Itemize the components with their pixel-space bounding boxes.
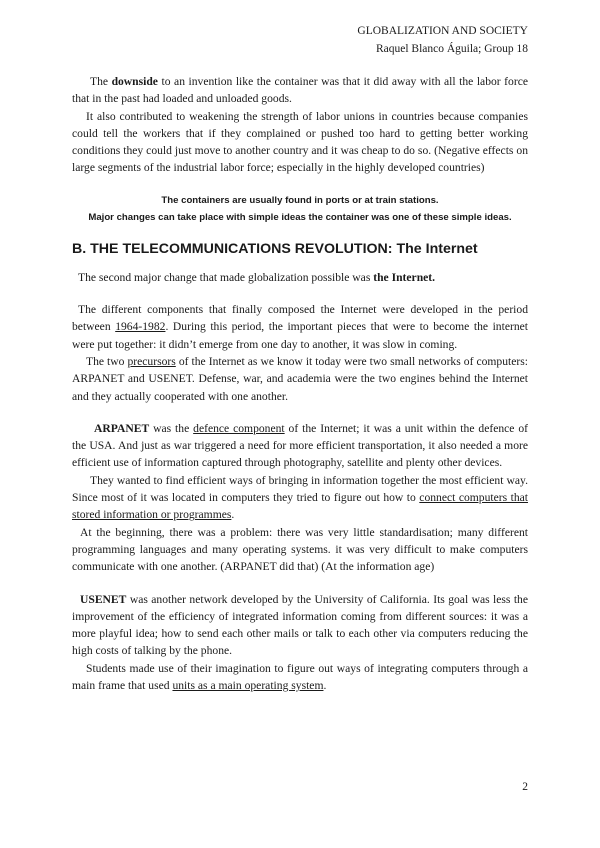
text: of the Internet; it was a unit within the defence of the USA. And just as war triggered a need for more efficient transportation, it also needed a more efficient use of information captured through photography, satellite and plenty other devices. [72,421,529,470]
text: The two [86,354,128,368]
bold-term-usenet: USENET [80,592,127,606]
text: . During this period, the important pieces that were to become the internet were put together: it didn’t emerge from one day to another, it was slow in coming. [72,320,528,351]
text: The different components that finally composed the Internet were developed in the period between [72,303,528,334]
paragraph-labor-unions: It also contributed to weakening the strength of labor unions in countries because companies could tell the workers that if they complained or pushed too hard to getting better working conditions they could just move to another country and it was cheap to do so. (Negative effects on large segments of the industrial labor force; especially in the highly developed countries) [72,109,528,175]
text: was the [149,421,194,435]
paragraph-components [72,301,528,353]
note-line: The containers are usually found in ports or at train stations. [161,194,439,206]
page-body [72,73,528,694]
paragraph-usenet [72,591,528,660]
text: Students made use of their imagination to figure out ways of integrating computers through a main frame that used [72,661,528,693]
underlined-precursors: precursors [127,354,176,368]
bold-term-arpanet: ARPANET [94,421,150,435]
underlined-period: 1964-1982 [115,320,166,334]
header-author: Raquel Blanco Águila; Group 18 [375,43,528,55]
text: The second major change that made globalization possible was [78,270,374,284]
paragraph-arpanet [72,420,528,472]
text: was another network developed by the University of California. Its goal was less the improvement of the efficiency of integrated information coming from different sources: it was a more playful idea; how to send each other mails or talk to each other via computers reducing the high costs of talking by the phone. [72,592,528,658]
text: . [231,508,235,522]
paragraph-students [72,660,528,695]
paragraph-second-change [72,269,528,286]
header-course-title: GLOBALIZATION AND SOCIETY [357,25,528,37]
text: to an invention like the container was that it did away with all the labor force that in the past had loaded and unloaded goods. [72,75,528,106]
page-number: 2 [522,781,528,793]
bold-term-downside: downside [111,75,158,88]
underlined-connect-computers: connect computers that stored information or programmes [72,491,529,522]
underlined-defence-component: defence component [193,421,285,435]
paragraph-efficient-ways [72,472,528,524]
page-header [357,22,528,58]
underlined-operating-system: units as a main operating system [172,679,324,693]
paragraph-precursors [72,353,528,405]
paragraph-standardisation: At the beginning, there was a problem: there was very little standardisation; many different programming languages and many operating systems. it was very difficult to make computers communicate with one another. (ARPANET did that) (At the information age) [72,525,528,574]
text: They wanted to find efficient ways of bringing in information together the most efficient way. Since most of it was located in computers they tried to figure out how to [72,473,528,505]
section-heading: B. THE TELECOMMUNICATIONS REVOLUTION: The Internet [72,240,478,257]
text: of the Internet as we know it today were two small networks of computers: ARPANET and USENET. Defense, war, and academia were the two engines behind the Internet and they actually cooperated with one another. [72,354,528,403]
text: . [323,679,327,693]
text: The [90,75,112,88]
note-line: Major changes can take place with simple ideas the container was one of these simple ideas. [88,211,512,223]
bold-term-internet: the Internet. [373,270,436,284]
paragraph-downside [72,73,528,108]
centered-notes [72,192,528,226]
